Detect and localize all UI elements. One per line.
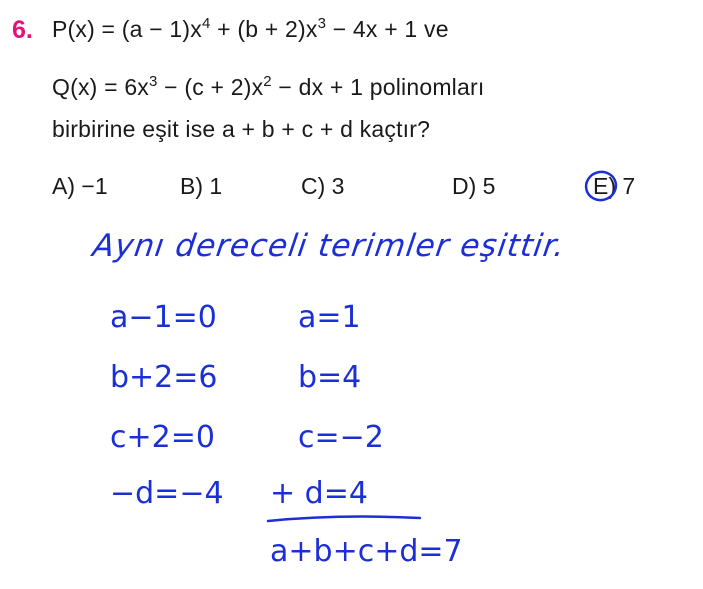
question-line-3: birbirine eşit ise a + b + c + d kaçtır? (52, 116, 431, 142)
option-a: A) −1 (52, 173, 108, 199)
text-segment: P(x) = (a − 1)x (52, 16, 202, 42)
handwritten-result: a=1 (298, 300, 361, 335)
exponent: 3 (149, 73, 158, 90)
handwritten-equation: a−1=0 (110, 300, 217, 335)
text-segment: + (b + 2)x (210, 16, 318, 42)
exponent: 3 (317, 15, 327, 32)
handwritten-equation: b+2=6 (110, 360, 218, 395)
handwritten-heading: Aynı dereceli terimler eşittir. (90, 228, 568, 264)
handwritten-result: c=−2 (298, 420, 384, 455)
option-c: C) 3 (301, 173, 345, 199)
option-b: B) 1 (180, 173, 223, 199)
option-d: D) 5 (452, 173, 496, 199)
text-segment: − (c + 2)x (157, 74, 264, 100)
handwritten-sum: a+b+c+d=7 (270, 534, 463, 569)
option-e-letter: E (593, 173, 609, 199)
handwritten-equation: −d=−4 (110, 476, 224, 511)
handwritten-equation: c+2=0 (110, 420, 215, 455)
exponent: 4 (201, 15, 211, 32)
question-number: 6. (12, 16, 33, 44)
handwritten-result: b=4 (298, 360, 362, 395)
text-segment: − dx + 1 polinomları (271, 74, 485, 100)
text-segment: − 4x + 1 ve (326, 16, 449, 42)
text-segment: Q(x) = 6x (52, 74, 150, 100)
handwritten-result: + d=4 (270, 476, 368, 511)
exponent: 2 (263, 73, 272, 90)
option-e-value: ) 7 (608, 173, 636, 199)
